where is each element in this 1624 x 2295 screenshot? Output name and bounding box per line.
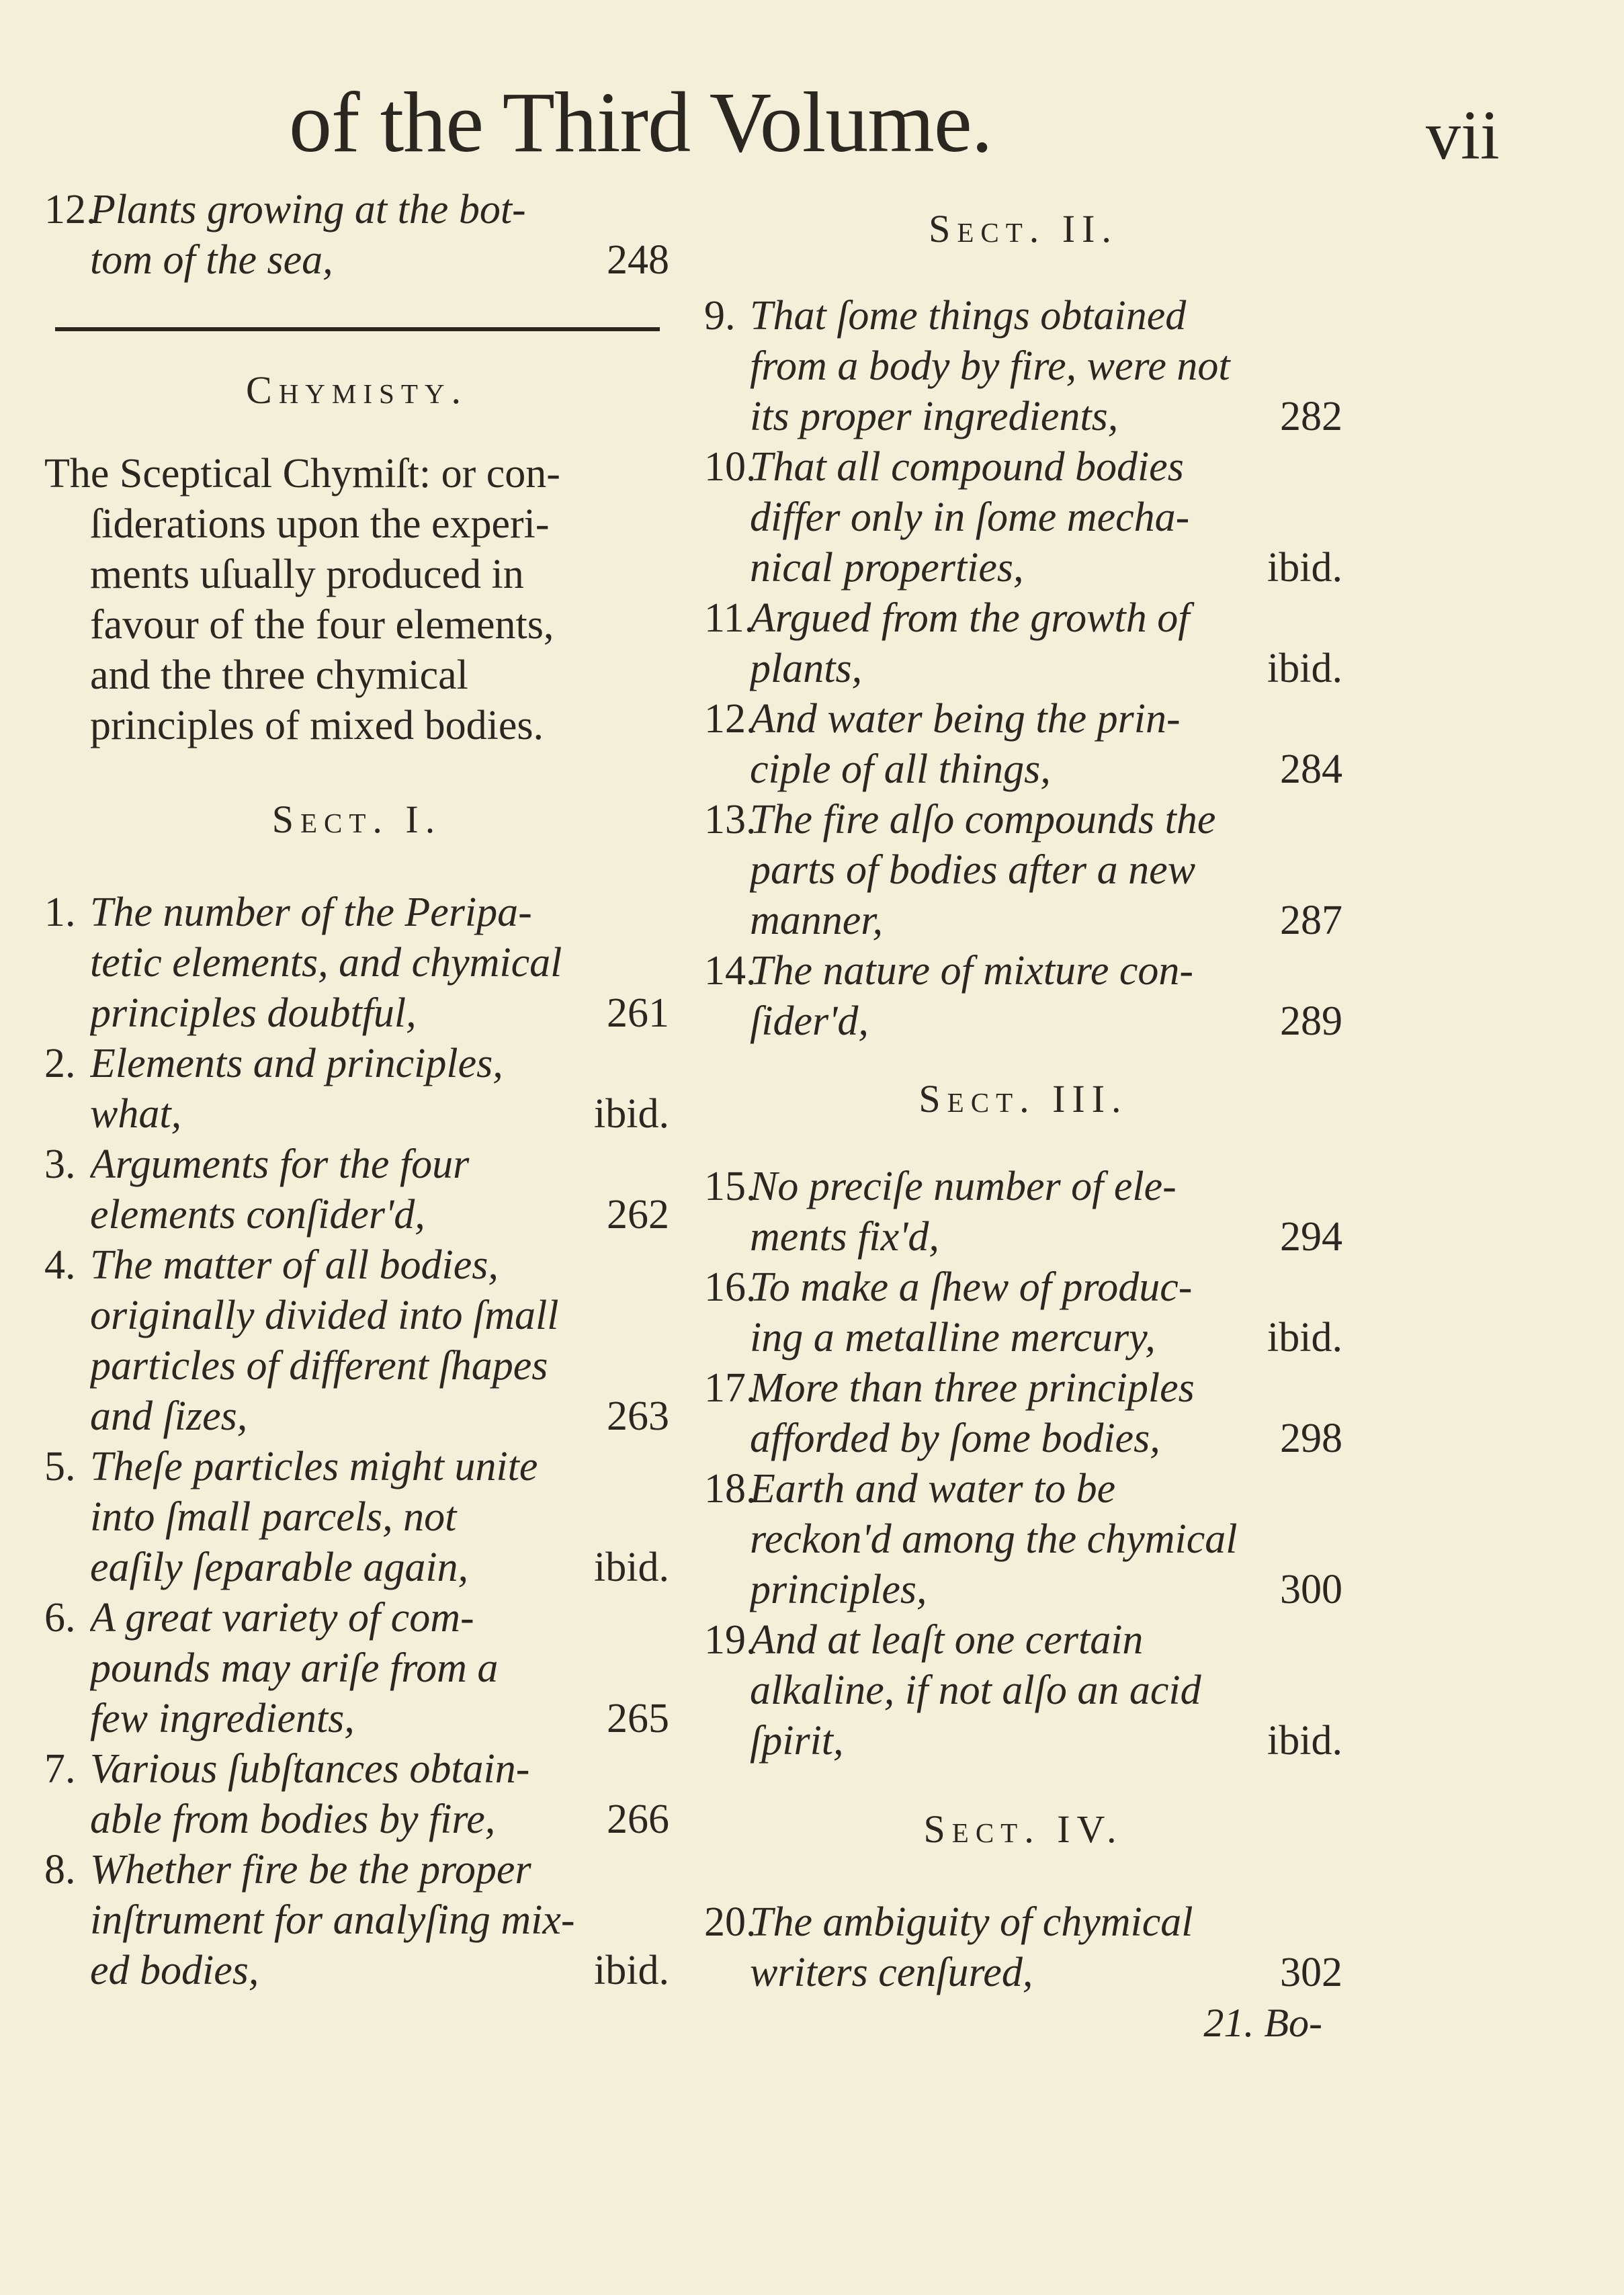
toc-entry: [44, 1039, 669, 1089]
entry-title: The fire alſo compounds the: [750, 797, 1216, 842]
toc-entry-line: [44, 1291, 669, 1341]
left-column: [44, 185, 669, 1996]
entry-title: Plants growing at the bot-: [90, 187, 526, 232]
toc-entry: [704, 1464, 1342, 1514]
treatise-line: favour of the four elements,: [90, 602, 554, 648]
toc-entry-line: [44, 988, 669, 1039]
entry-number: 9.: [704, 293, 736, 339]
entry-number: 19.: [704, 1617, 757, 1663]
toc-entry-line: [704, 644, 1342, 694]
entry-title: No preciſe number of ele-: [750, 1164, 1177, 1209]
toc-entry: [704, 1615, 1342, 1665]
toc-entry: [44, 185, 669, 235]
entry-title: The number of the Peripa-: [90, 890, 532, 935]
entry-number: 17.: [704, 1365, 757, 1411]
toc-entry-list: [704, 1897, 1342, 1998]
entry-title: originally divided into ſmall: [90, 1293, 559, 1338]
toc-entry: [704, 795, 1342, 845]
entry-title: writers cenſured,: [750, 1950, 1033, 1995]
toc-entry-line: [44, 1643, 669, 1694]
toc-entry-list: [44, 887, 669, 1996]
toc-entry: [704, 1897, 1342, 1948]
section-heading: Sect. I.: [271, 797, 442, 841]
entry-number: 1.: [44, 890, 76, 935]
toc-entry-line: [704, 1514, 1342, 1565]
entry-title: ing a metalline mercury,: [750, 1315, 1156, 1360]
entry-title: ments fix'd,: [750, 1214, 939, 1260]
entry-number: 8.: [44, 1847, 76, 1893]
entry-title: what,: [90, 1091, 182, 1137]
entry-title: reckon'd among the chymical: [750, 1516, 1238, 1562]
entry-number: 2.: [44, 1041, 76, 1086]
entry-number: 4.: [44, 1242, 76, 1288]
entry-title: Whether fire be the proper: [90, 1847, 531, 1893]
entry-number: 5.: [44, 1444, 76, 1489]
entry-title: eaſily ſeparable again,: [90, 1545, 469, 1590]
toc-entry: [704, 291, 1342, 341]
section-heading: Sect. III.: [918, 1077, 1128, 1121]
entry-title: able from bodies by fire,: [90, 1796, 496, 1842]
toc-entry-line: [44, 235, 669, 286]
toc-entry-line: [44, 1492, 669, 1543]
toc-entry-line: [704, 1212, 1342, 1262]
toc-entry: [44, 1845, 669, 1895]
entry-title: ciple of all things,: [750, 746, 1051, 792]
toc-entry-line: [44, 1341, 669, 1391]
toc-entry: [704, 1162, 1342, 1212]
page-number: vii: [1426, 97, 1500, 174]
entry-number: 14.: [704, 948, 757, 994]
entry-title: principles doubtful,: [90, 990, 417, 1036]
toc-entry-line: [704, 1716, 1342, 1766]
toc-entry-line: [704, 896, 1342, 946]
entry-title: That ſome things obtained: [750, 293, 1187, 339]
treatise-title: [44, 449, 669, 751]
toc-entry-line: [704, 845, 1342, 896]
toc-entry-line: [44, 1794, 669, 1845]
catchword: 21. Bo-: [1203, 2001, 1322, 2045]
entry-title: nical properties,: [750, 545, 1024, 591]
entry-page: ibid.: [594, 1091, 669, 1137]
toc-entry-line: [44, 1694, 669, 1744]
entry-title: A great variety of com-: [90, 1595, 474, 1641]
entry-title: and ſizes,: [90, 1393, 248, 1439]
toc-entry-line: [704, 744, 1342, 795]
entry-title: its proper ingredients,: [750, 394, 1119, 439]
entry-page: 248: [607, 237, 669, 283]
entry-page: 287: [1280, 898, 1342, 943]
entry-title: manner,: [750, 898, 884, 943]
entry-number: 12.: [704, 696, 757, 742]
right-column: [704, 185, 1342, 2048]
entry-title: parts of bodies after a new: [750, 847, 1196, 893]
toc-entry: [44, 1240, 669, 1291]
entry-title: pounds may ariſe from a: [90, 1645, 499, 1691]
entry-page: 282: [1280, 394, 1342, 439]
treatise-line: ſiderations upon the experi-: [90, 501, 550, 547]
treatise-line: principles of mixed bodies.: [90, 703, 544, 748]
entry-page: 265: [607, 1696, 669, 1741]
toc-entry-line: [44, 1543, 669, 1593]
treatise-line: ments uſually produced in: [90, 552, 524, 597]
entry-page: ibid.: [1267, 646, 1342, 691]
entry-title: afforded by ſome bodies,: [750, 1416, 1160, 1461]
entry-number: 16.: [704, 1264, 757, 1310]
entry-number: 13.: [704, 797, 757, 842]
entry-title: Theſe particles might unite: [90, 1444, 538, 1489]
entry-title: And at leaſt one certain: [750, 1617, 1144, 1663]
toc-entry-line: [704, 1565, 1342, 1615]
running-head: of the Third Volume.: [289, 75, 992, 170]
entry-title: And water being the prin-: [750, 696, 1181, 742]
section-rule: [55, 327, 660, 331]
toc-entry-line: [44, 1895, 669, 1946]
entry-title: To make a ſhew of produc-: [750, 1264, 1193, 1310]
entry-page: 289: [1280, 998, 1342, 1044]
toc-entry-line: [704, 492, 1342, 543]
entry-title: Various ſubſtances obtain-: [90, 1746, 530, 1792]
entry-page: 298: [1280, 1416, 1342, 1461]
entry-title: inſtrument for analyſing mix-: [90, 1897, 575, 1943]
entry-number: 20.: [704, 1899, 757, 1945]
entry-page: ibid.: [594, 1948, 669, 1993]
entry-title: elements conſider'd,: [90, 1192, 425, 1238]
entry-title: The matter of all bodies,: [90, 1242, 499, 1288]
entry-page: 263: [607, 1393, 669, 1439]
toc-entry: [704, 442, 1342, 492]
entry-page: ibid.: [594, 1545, 669, 1590]
entry-number: 7.: [44, 1746, 76, 1792]
entry-title: Arguments for the four: [90, 1141, 470, 1187]
toc-entry-list: [704, 291, 1342, 1047]
entry-number: 18.: [704, 1466, 757, 1512]
toc-entry: [44, 1593, 669, 1643]
entry-title: The ambiguity of chymical: [750, 1899, 1193, 1945]
toc-entry: [704, 593, 1342, 644]
entry-title: from a body by fire, were not: [750, 343, 1230, 389]
entry-title: Argued from the growth of: [750, 595, 1190, 641]
toc-entry: [704, 694, 1342, 744]
entry-title: into ſmall parcels, not: [90, 1494, 457, 1540]
entry-title: tom of the sea,: [90, 237, 333, 283]
entry-title: Elements and principles,: [90, 1041, 503, 1086]
entry-number: 3.: [44, 1141, 76, 1187]
entry-title: tetic elements, and chymical: [90, 940, 562, 986]
entry-title: particles of different ſhapes: [90, 1343, 548, 1389]
entry-page: ibid.: [1267, 545, 1342, 591]
toc-entry: [44, 887, 669, 938]
entry-page: ibid.: [1267, 1718, 1342, 1764]
entry-title: differ only in ſome mecha-: [750, 494, 1190, 540]
entry-title: ed bodies,: [90, 1948, 259, 1993]
toc-entry: [44, 1442, 669, 1492]
toc-entry-list: [704, 1162, 1342, 1766]
entry-page: ibid.: [1267, 1315, 1342, 1360]
entry-number: 11.: [704, 595, 755, 641]
toc-entry: [44, 1744, 669, 1794]
entry-title: ſpirit,: [750, 1718, 844, 1764]
toc-entry: [44, 1139, 669, 1190]
entry-title: alkaline, if not alſo an acid: [750, 1668, 1201, 1713]
entry-page: 262: [607, 1192, 669, 1238]
toc-entry-line: [704, 1313, 1342, 1363]
toc-entry: [704, 946, 1342, 996]
toc-entry: [704, 1363, 1342, 1414]
entry-page: 284: [1280, 746, 1342, 792]
toc-entry-line: [704, 341, 1342, 392]
toc-entry-line: [704, 1414, 1342, 1464]
toc-entry-line: [704, 996, 1342, 1047]
entry-title: plants,: [750, 646, 863, 691]
toc-entry-line: [44, 938, 669, 988]
section-heading: Sect. IV.: [923, 1807, 1123, 1851]
toc-entry-line: [44, 1391, 669, 1442]
entry-number: 15.: [704, 1164, 757, 1209]
toc-entry-line: [44, 1946, 669, 1996]
toc-entry-line: [44, 1190, 669, 1240]
entry-page: 261: [607, 990, 669, 1036]
toc-entry-line: [704, 1665, 1342, 1716]
entry-number: 10.: [704, 444, 757, 490]
toc-entry-line: [704, 392, 1342, 442]
treatise-line: and the three chymical: [90, 652, 468, 698]
toc-entry-line: [704, 1948, 1342, 1998]
entry-title: More than three principles: [750, 1365, 1195, 1411]
entry-page: 302: [1280, 1950, 1342, 1995]
chymistry-heading: Chymisty.: [246, 368, 468, 412]
entry-page: 266: [607, 1796, 669, 1842]
toc-entry-line: [44, 1089, 669, 1139]
entry-title: principles,: [750, 1567, 927, 1612]
entry-number: 12.: [44, 187, 97, 232]
toc-entry-line: [704, 543, 1342, 593]
section-heading: Sect. II.: [929, 207, 1118, 251]
toc-entry: [704, 1262, 1342, 1313]
entry-title: Earth and water to be: [750, 1466, 1116, 1512]
entry-page: 294: [1280, 1214, 1342, 1260]
entry-title: ſider'd,: [750, 998, 869, 1044]
entry-number: 6.: [44, 1595, 76, 1641]
entry-title: few ingredients,: [90, 1696, 355, 1741]
treatise-line: The Sceptical Chymiſt: or con-: [44, 451, 560, 496]
entry-title: The nature of mixture con-: [750, 948, 1194, 994]
entry-title: That all compound bodies: [750, 444, 1184, 490]
entry-page: 300: [1280, 1567, 1342, 1612]
